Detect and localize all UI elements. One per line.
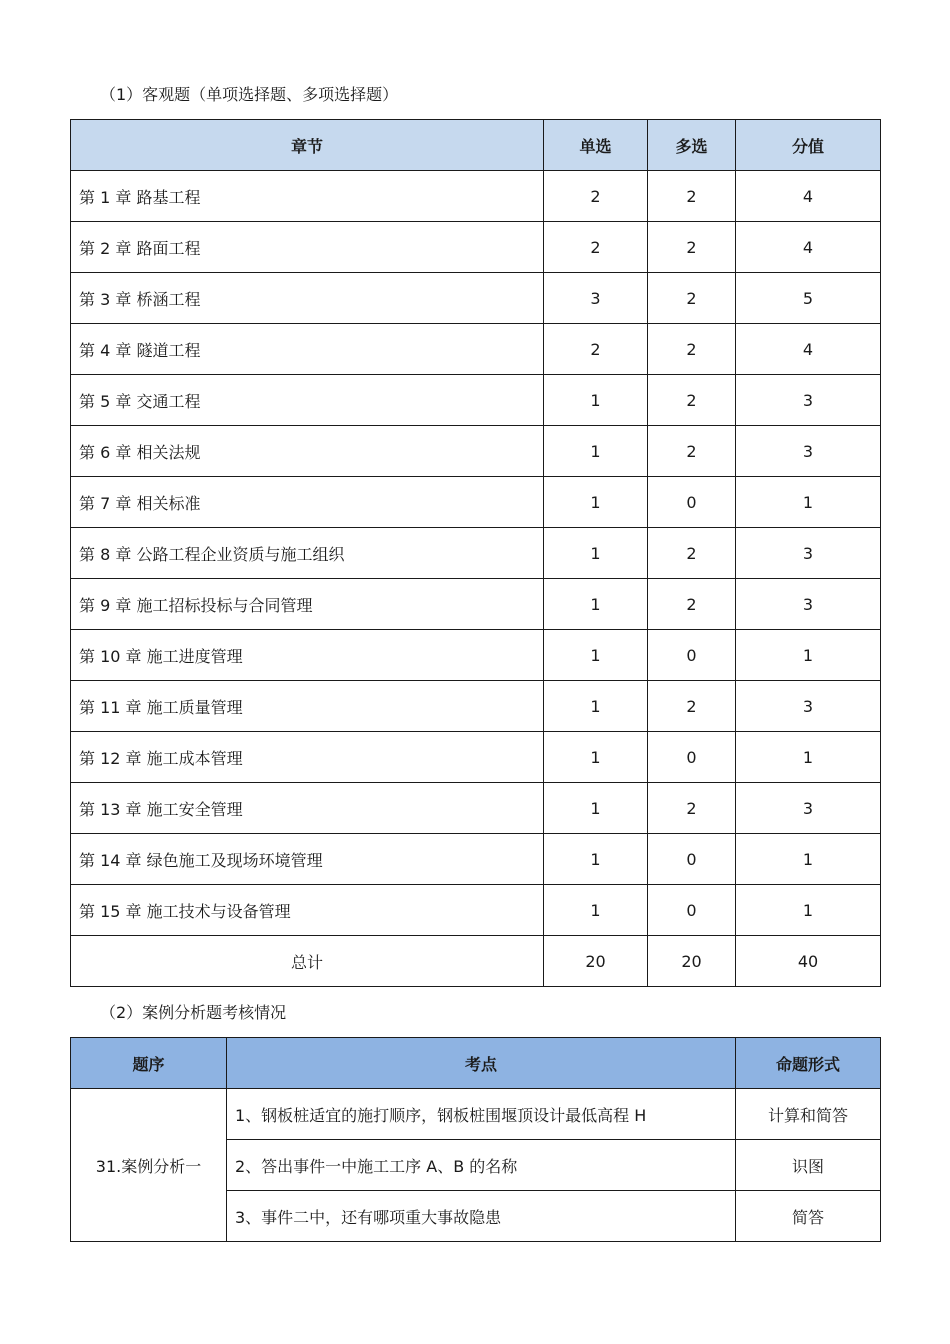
single-choice-cell: 3 <box>544 273 648 324</box>
multiple-choice-cell: 2 <box>648 426 736 477</box>
table-row <box>71 1089 881 1140</box>
question-form-cell: 简答 <box>736 1191 881 1242</box>
score-cell: 4 <box>736 324 881 375</box>
chapter-cell: 第 2 章 路面工程 <box>71 222 544 273</box>
single-choice-cell: 1 <box>544 783 648 834</box>
score-cell: 1 <box>736 477 881 528</box>
single-choice-cell: 2 <box>544 324 648 375</box>
header-score: 分值 <box>736 120 881 171</box>
multiple-choice-cell: 0 <box>648 885 736 936</box>
score-cell: 3 <box>736 375 881 426</box>
chapter-cell: 第 10 章 施工进度管理 <box>71 630 544 681</box>
chapter-cell: 第 13 章 施工安全管理 <box>71 783 544 834</box>
table-row <box>71 477 881 528</box>
multiple-choice-cell: 2 <box>648 528 736 579</box>
multiple-choice-cell: 0 <box>648 477 736 528</box>
score-cell: 3 <box>736 528 881 579</box>
single-choice-cell: 1 <box>544 579 648 630</box>
score-cell: 5 <box>736 273 881 324</box>
multiple-choice-cell: 2 <box>648 273 736 324</box>
table-row <box>71 681 881 732</box>
total-single: 20 <box>544 936 648 987</box>
chapter-cell: 第 14 章 绿色施工及现场环境管理 <box>71 834 544 885</box>
single-choice-cell: 1 <box>544 375 648 426</box>
case-analysis-table <box>70 1037 881 1242</box>
table-header-row <box>71 120 881 171</box>
section1-caption: （1）客观题（单项选择题、多项选择题） <box>100 85 399 104</box>
header-test-point: 考点 <box>227 1038 736 1089</box>
multiple-choice-cell: 0 <box>648 630 736 681</box>
table-row <box>71 834 881 885</box>
score-cell: 4 <box>736 171 881 222</box>
multiple-choice-cell: 0 <box>648 834 736 885</box>
chapter-cell: 第 11 章 施工质量管理 <box>71 681 544 732</box>
single-choice-cell: 2 <box>544 222 648 273</box>
single-choice-cell: 1 <box>544 834 648 885</box>
chapter-cell: 第 1 章 路基工程 <box>71 171 544 222</box>
single-choice-cell: 1 <box>544 885 648 936</box>
header-chapter: 章节 <box>71 120 544 171</box>
score-cell: 3 <box>736 426 881 477</box>
table-row <box>71 375 881 426</box>
table-row <box>71 579 881 630</box>
chapter-cell: 第 9 章 施工招标投标与合同管理 <box>71 579 544 630</box>
header-question-form: 命题形式 <box>736 1038 881 1089</box>
header-multiple-choice: 多选 <box>648 120 736 171</box>
chapter-cell: 第 3 章 桥涵工程 <box>71 273 544 324</box>
single-choice-cell: 1 <box>544 732 648 783</box>
test-point-cell: 1、钢板桩适宜的施打顺序，钢板桩围堰顶设计最低高程 H <box>227 1089 736 1140</box>
header-single-choice: 单选 <box>544 120 648 171</box>
table-row <box>71 783 881 834</box>
test-point-cell: 2、答出事件一中施工工序 A、B 的名称 <box>227 1140 736 1191</box>
score-cell: 1 <box>736 885 881 936</box>
score-cell: 3 <box>736 783 881 834</box>
single-choice-cell: 1 <box>544 630 648 681</box>
score-cell: 1 <box>736 630 881 681</box>
question-form-cell: 计算和简答 <box>736 1089 881 1140</box>
table-row <box>71 222 881 273</box>
chapter-cell: 第 8 章 公路工程企业资质与施工组织 <box>71 528 544 579</box>
test-point-cell: 3、事件二中，还有哪项重大事故隐患 <box>227 1191 736 1242</box>
total-multi: 20 <box>648 936 736 987</box>
chapter-cell: 第 5 章 交通工程 <box>71 375 544 426</box>
objective-questions-table <box>70 119 881 987</box>
header-question-number: 题序 <box>71 1038 227 1089</box>
multiple-choice-cell: 2 <box>648 324 736 375</box>
question-form-cell: 识图 <box>736 1140 881 1191</box>
score-cell: 4 <box>736 222 881 273</box>
chapter-cell: 第 15 章 施工技术与设备管理 <box>71 885 544 936</box>
question-number-cell: 31.案例分析一 <box>71 1089 227 1242</box>
single-choice-cell: 1 <box>544 681 648 732</box>
table-row <box>71 273 881 324</box>
table-row <box>71 630 881 681</box>
table-row <box>71 528 881 579</box>
table-row <box>71 426 881 477</box>
table-row <box>71 885 881 936</box>
single-choice-cell: 2 <box>544 171 648 222</box>
score-cell: 3 <box>736 681 881 732</box>
chapter-cell: 第 4 章 隧道工程 <box>71 324 544 375</box>
chapter-cell: 第 7 章 相关标准 <box>71 477 544 528</box>
total-row <box>71 936 881 987</box>
multiple-choice-cell: 0 <box>648 732 736 783</box>
multiple-choice-cell: 2 <box>648 579 736 630</box>
table-row <box>71 732 881 783</box>
total-label: 总计 <box>71 936 544 987</box>
multiple-choice-cell: 2 <box>648 375 736 426</box>
table-row <box>71 324 881 375</box>
score-cell: 1 <box>736 834 881 885</box>
single-choice-cell: 1 <box>544 477 648 528</box>
section2-caption: （2）案例分析题考核情况 <box>100 1003 287 1022</box>
multiple-choice-cell: 2 <box>648 222 736 273</box>
single-choice-cell: 1 <box>544 528 648 579</box>
multiple-choice-cell: 2 <box>648 171 736 222</box>
chapter-cell: 第 6 章 相关法规 <box>71 426 544 477</box>
multiple-choice-cell: 2 <box>648 783 736 834</box>
table-row <box>71 171 881 222</box>
score-cell: 3 <box>736 579 881 630</box>
chapter-cell: 第 12 章 施工成本管理 <box>71 732 544 783</box>
score-cell: 1 <box>736 732 881 783</box>
single-choice-cell: 1 <box>544 426 648 477</box>
total-score: 40 <box>736 936 881 987</box>
multiple-choice-cell: 2 <box>648 681 736 732</box>
table-header-row <box>71 1038 881 1089</box>
